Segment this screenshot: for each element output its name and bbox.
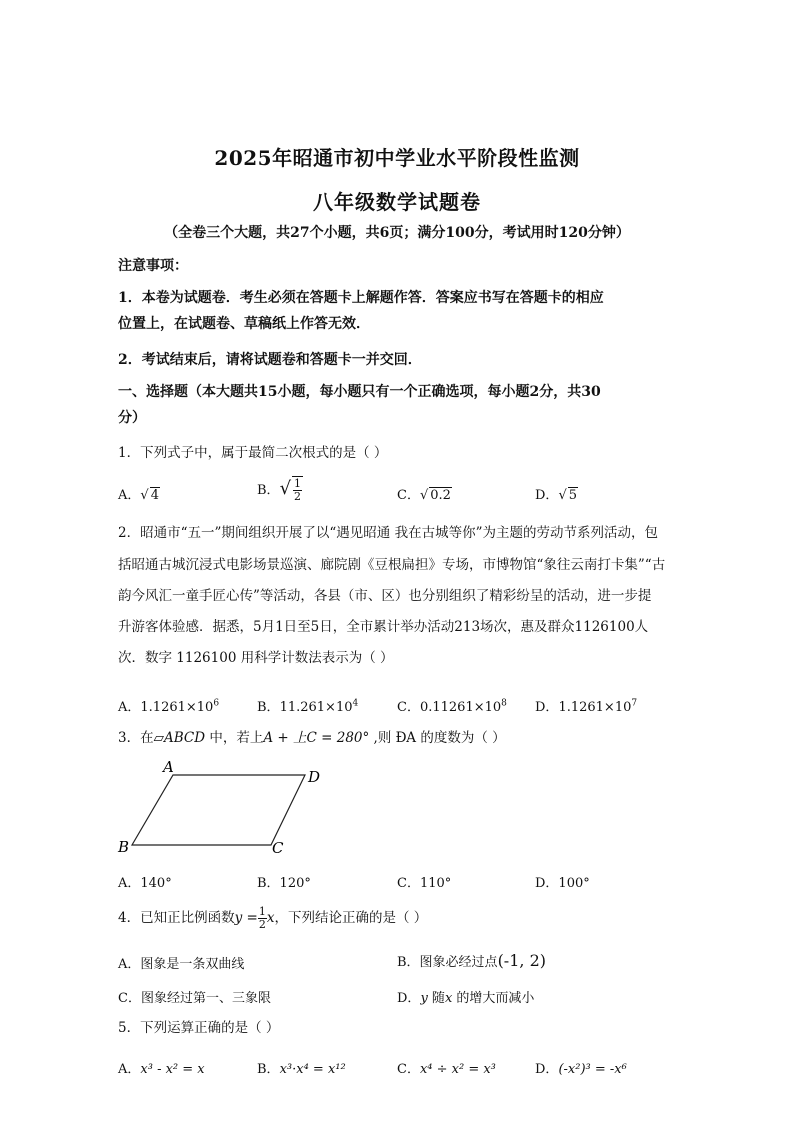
q3-option-c: C．110° (397, 876, 452, 891)
question-2-line-4: 升游客体验感．据悉，5月1日至5日，全市累计举办活动213场次，惠及群众1126100人 (118, 619, 649, 635)
q2-option-a: A．$1.1261\times 10^6$ (118, 698, 220, 715)
question-5-stem: 5．下列运算正确的是（ ） (118, 1020, 280, 1036)
q2-option-c: C．$0.11261\times 10^8$ (397, 698, 507, 715)
note-2: 2．考试结束后，请将试题卷和答题卡一并交回． (118, 352, 422, 368)
q1-option-a (118, 484, 160, 503)
note-1-line-2: 位置上，在试题卷、草稿纸上作答无效． (118, 316, 370, 332)
q4-option-d: D．y 随x 的增大而减小 (397, 991, 535, 1006)
notes-heading: 注意事项： (118, 258, 188, 274)
q2-option-d: D．$1.1261\times 10^7$ (535, 698, 638, 715)
fraction: $\frac{1}{2}$ (258, 905, 266, 931)
vertex-label-b: B (118, 838, 130, 856)
sqrt-symbol: √ (140, 488, 149, 503)
vertex-label-d: D (308, 768, 321, 786)
q3-option-a: A．140° (118, 876, 172, 891)
q1-option-d (535, 484, 578, 503)
option-label: B． (257, 483, 280, 498)
q2-option-b: B．$11.261\times 10^4$ (257, 698, 359, 715)
question-2-line-1: 2．昭通市“五一”期间组织开展了以“遇见昭通 我在古城等你”为主题的劳动节系列活动，包 (118, 525, 658, 541)
q3-option-d: D．100° (535, 876, 590, 891)
exam-title: 2025年昭通市初中学业水平阶段性监测 (214, 146, 580, 170)
q4-option-b: B．图象必经过点(-1, 2) (397, 951, 546, 970)
exam-subject-title: 八年级数学试题卷 (313, 190, 481, 214)
section-1-heading-tail: 分） (118, 410, 146, 426)
question-4-stem: 4．已知正比例函数y = $\frac{1}{2}$ x，下列结论正确的是（ ） (118, 905, 428, 931)
q5-option-c: C．x⁴ ÷ x² = x³ (397, 1062, 496, 1077)
q4-option-c: C．图象经过第一、三象限 (118, 991, 271, 1006)
q5-option-b: B．x³·x⁴ = x¹² (257, 1062, 346, 1077)
vertex-label-c: C (272, 839, 284, 857)
parallelogram-shape (132, 775, 305, 845)
q4-option-a: A．图象是一条双曲线 (118, 957, 245, 972)
sqrt-symbol: √ (279, 478, 292, 499)
q1-option-c (397, 484, 452, 503)
radicand: 4 (150, 488, 159, 503)
option-label: A． (118, 488, 141, 503)
question-2-line-2: 括昭通古城沉浸式电影场景巡演、廊院剧《豆根扁担》专场，市博物馆“象往云南打卡集”“古 (118, 557, 666, 573)
section-1-heading: 一、选择题（本大题共15小题，每小题只有一个正确选项，每小题2分，共30 (118, 384, 601, 400)
q5-option-d: D．(-x²)³ = -x⁶ (535, 1062, 627, 1077)
question-2-line-5: 次．数字 1126100 用科学计数法表示为（ ） (118, 650, 394, 666)
vertex-label-a: A (163, 758, 174, 776)
radicand: 5 (568, 488, 578, 503)
sqrt-symbol: √ (419, 488, 429, 503)
exam-info: （全卷三个大题，共27个小题，共6页；满分100分，考试用时120分钟） (164, 225, 630, 241)
parallelogram-figure (112, 756, 332, 860)
sqrt-symbol: √ (558, 488, 567, 503)
fraction: $\frac{1}{2}$ (294, 477, 302, 503)
note-1-line-1: 1．本卷为试题卷．考生必须在答题卡上解题作答．答案应书写在答题卡的相应 (118, 290, 604, 306)
question-2-line-3: 韵今风汇一童手匠心传”等活动，各县（市、区）也分别组织了精彩纷呈的活动，进一步提 (118, 588, 652, 604)
option-label: C． (397, 488, 420, 503)
q5-option-a: A．x³ - x² = x (118, 1062, 205, 1077)
question-3-stem: 3．在▱ABCD 中，若上A + 上C = 280° ,则 ÐA 的度数为（ ） (118, 730, 506, 746)
radicand: 0.2 (430, 488, 451, 503)
option-label: D． (535, 488, 559, 503)
q3-option-b: B．120° (257, 876, 311, 891)
q1-option-b (257, 476, 303, 503)
question-1-stem: 1．下列式子中，属于最简二次根式的是（ ） (118, 445, 388, 461)
